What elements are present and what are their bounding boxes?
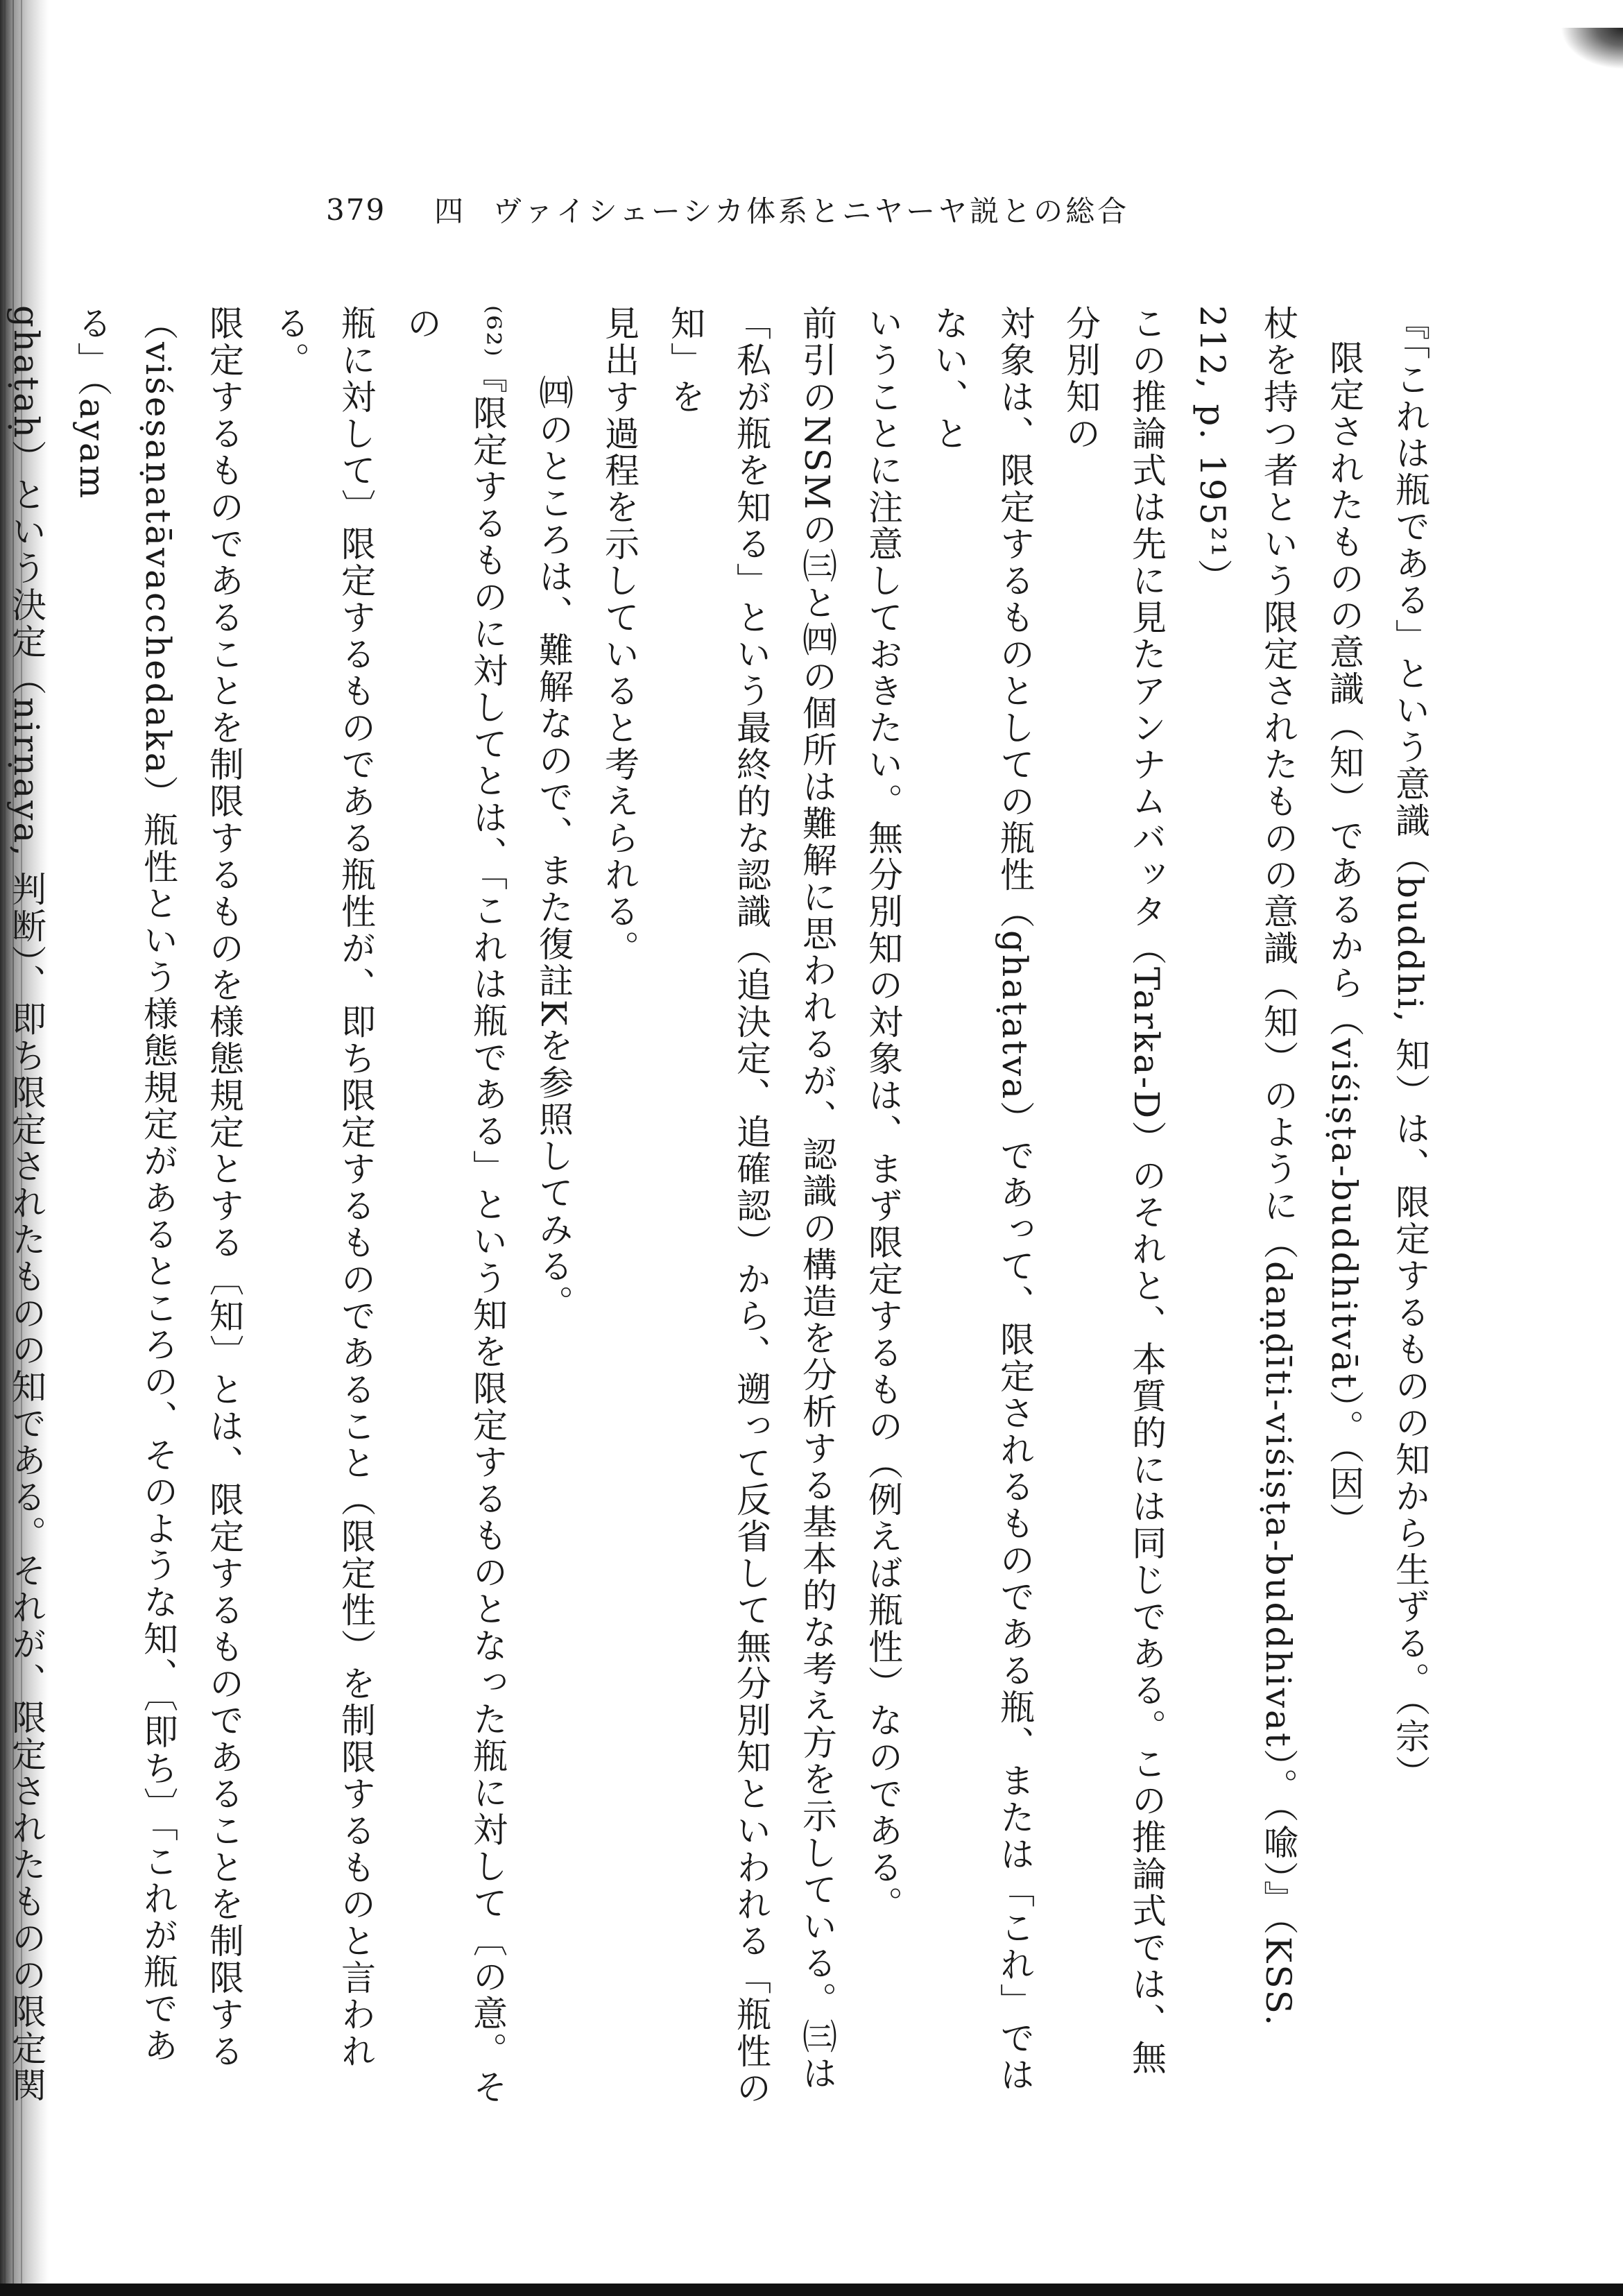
text-line: 「私が瓶を知る」という最終的な認識（追決定、追確認）から、遡って反省して無分別知といわれる「瓶性の知」を	[665, 305, 771, 2107]
text-line: 限定するものであることを制限するものを様態規定とする〔知〕とは、限定するものであることを制限する	[204, 305, 244, 2070]
text-line: 瓶に対して〕限定するものである瓶性が、即ち限定するものであること（限定性）を制限するものと言われる。	[270, 305, 376, 2070]
text-line: 『「これは瓶である」という意識（buddhi, 知）は、限定するものの知から生ずる。（宗）	[1390, 305, 1430, 1792]
page-number: 379	[326, 192, 386, 227]
text-line: この推論式は先に見たアンナムバッタ（Tarka-D）のそれと、本質的には同じである。この推論式では、無分別知の	[1060, 305, 1167, 2077]
scan-corner-mark	[1561, 28, 1623, 69]
text-line: ㈣のところは、難解なので、また復註Kを参照してみる。	[533, 375, 574, 1322]
text-line: 限定されたものの意識（知）であるから（viśiṣṭa-buddhitvāt）。（因）	[1324, 340, 1364, 1540]
text-line: 杖を持つ者という限定されたものの意識（知）のように（daṇḍīti-viśiṣṭa-buddhivat）。（喩）』（KSS. 212, p. 195²¹）	[1192, 305, 1298, 2028]
running-header	[326, 189, 1129, 230]
chapter-number: 四	[434, 194, 467, 228]
text-line: 対象は、限定するものとしての瓶性（ghaṭatva）であって、限定されるものである瓶、または「これ」ではない、と	[929, 305, 1035, 2094]
text-line: いうことに注意しておきたい。無分別知の対象は、まず限定するもの（例えば瓶性）なのである。	[863, 305, 903, 1923]
text-line: ghaṭaḥ）という決定（nirṇaya, 判断）、即ち限定されたものの知である。それが、限定されたものの限定関	[6, 305, 46, 2105]
text-line: （viśeṣaṇatāvacchedaka）瓶性という様態規定があるところの、そのような知、〔即ち〕「これが瓶である」（ayam	[72, 305, 178, 2064]
chapter-title: ヴァイシェーシカ体系とニヤーヤ説との総合	[492, 194, 1130, 228]
text-line: ⁽⁶²⁾『限定するものに対してとは、「これは瓶である」という知を限定するものとなった瓶に対して〔の意。その	[402, 305, 508, 2106]
text-line: 見出す過程を示していると考えられる。	[599, 305, 639, 967]
vertical-body-text	[6, 305, 1443, 2109]
text-line: 前引のNSMの㈢と㈣の個所は難解に思われるが、認識の構造を分析する基本的な考え方を示している。㈢は	[797, 305, 837, 2093]
scan-bottom-edge	[0, 2284, 1623, 2296]
